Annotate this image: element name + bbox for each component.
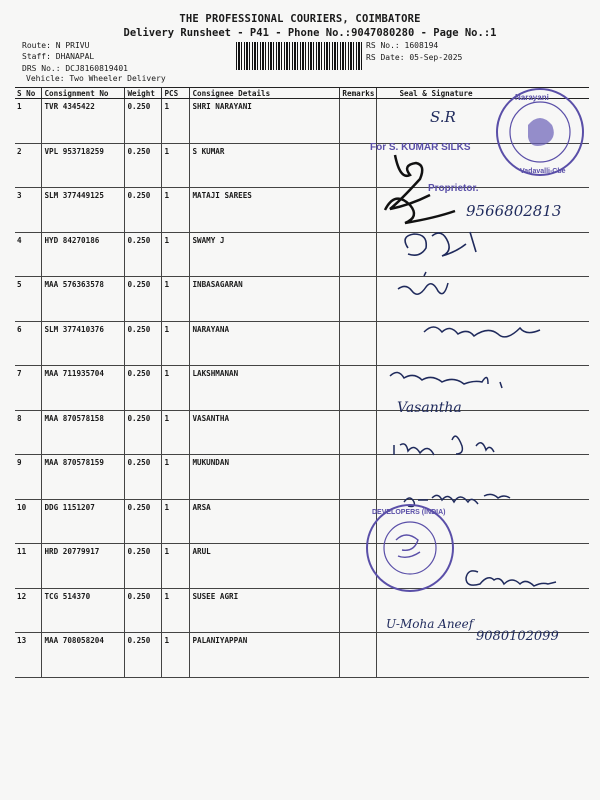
row-signature [377,232,589,277]
row-consignee: MUKUNDAN [190,455,340,500]
row-weight: 0.250 [125,188,162,233]
table-row [15,410,589,455]
row-weight: 0.250 [125,366,162,411]
row-sno: 3 [15,188,42,233]
row-remarks [340,366,377,411]
row-pcs: 1 [162,633,190,678]
row-sno: 11 [15,544,42,589]
company-title: THE PROFESSIONAL COURIERS, COIMBATORE [179,13,421,25]
row-remarks [340,143,377,188]
row-pcs: 1 [162,366,190,411]
row-pcs: 1 [162,410,190,455]
row-consignment-no: HYD 84270186 [42,232,125,277]
row-remarks [340,321,377,366]
row-remarks [340,277,377,322]
table-row [15,588,589,633]
row-pcs: 1 [162,99,190,144]
vehicle-info: Vehicle: Two Wheeler Delivery [26,74,166,83]
signature-3-phone: 9566802813 [466,202,562,220]
round-stamp-2-text: DEVELOPERS (INDIA) [372,509,446,516]
row-weight: 0.250 [125,410,162,455]
table-row [15,366,589,411]
row-consignee: S KUMAR [190,143,340,188]
row-sno: 1 [15,99,42,144]
route-info: Route: N PRIVU [22,41,90,50]
row-remarks [340,410,377,455]
signature-13-name: U-Moha Aneef [386,617,474,631]
row-signature [377,410,589,455]
row-sno: 4 [15,232,42,277]
row-consignment-no: SLM 377449125 [42,188,125,233]
row-signature [377,455,589,500]
row-signature [377,588,589,633]
row-pcs: 1 [162,588,190,633]
row-consignment-no: MAA 708058204 [42,633,125,678]
row-weight: 0.250 [125,143,162,188]
col-pcs: PCS [162,88,190,99]
col-weight: Weight [125,88,162,99]
row-pcs: 1 [162,321,190,366]
table-row [15,455,589,500]
table-row [15,499,589,544]
barcode-icon [236,42,362,70]
row-consignee: SWAMY J [190,232,340,277]
row-consignment-no: TVR 4345422 [42,99,125,144]
table-header-row [15,88,589,99]
table-row [15,143,589,188]
row-consignee: LAKSHMANAN [190,366,340,411]
runsheet-subtitle: Delivery Runsheet - P41 - Phone No.:9047080280 - Page No.:1 [123,27,497,39]
row-weight: 0.250 [125,544,162,589]
row-signature [377,188,589,233]
col-signature: Seal & Signature [377,88,589,99]
row-sno: 6 [15,321,42,366]
row-sno: 10 [15,499,42,544]
row-consignee: SHRI NARAYANI [190,99,340,144]
row-signature [377,366,589,411]
stamp-kumar-silks: For S. KUMAR SILKS [370,142,471,153]
row-pcs: 1 [162,277,190,322]
table-row [15,232,589,277]
round-stamp-1-top: Narayani [515,93,549,102]
table-row [15,544,589,589]
stamp-proprietor: Proprietor. [428,183,479,194]
row-pcs: 1 [162,499,190,544]
row-consignee: NARAYANA [190,321,340,366]
row-remarks [340,499,377,544]
row-weight: 0.250 [125,633,162,678]
runsheet-table [15,87,589,678]
row-consignee: ARSA [190,499,340,544]
round-stamp-1-bottom: Vadavalli-Cbe [520,168,566,175]
row-pcs: 1 [162,143,190,188]
row-signature [377,544,589,589]
table-row [15,633,589,678]
col-sno: S No [15,88,42,99]
signature-13-phone: 9080102099 [476,629,559,644]
row-consignee: INBASAGARAN [190,277,340,322]
row-pcs: 1 [162,455,190,500]
row-remarks [340,232,377,277]
row-remarks [340,588,377,633]
row-consignment-no: TCG 514370 [42,588,125,633]
row-weight: 0.250 [125,455,162,500]
row-consignee: ARUL [190,544,340,589]
row-remarks [340,188,377,233]
drs-number: DRS No.: DCJ8160819401 [22,64,128,73]
row-weight: 0.250 [125,588,162,633]
rs-number: RS No.: 1608194 [366,41,439,50]
row-weight: 0.250 [125,99,162,144]
table-row [15,99,589,144]
row-sno: 13 [15,633,42,678]
table-row [15,188,589,233]
row-consignee: SUSEE AGRI [190,588,340,633]
row-consignment-no: MAA 711935704 [42,366,125,411]
row-pcs: 1 [162,188,190,233]
row-consignee: PALANIYAPPAN [190,633,340,678]
row-signature [377,499,589,544]
staff-info: Staff: DHANAPAL [22,52,95,61]
row-remarks [340,99,377,144]
row-sno: 5 [15,277,42,322]
row-signature [377,99,589,144]
row-consignee: MATAJI SAREES [190,188,340,233]
row-signature [377,633,589,678]
row-sno: 8 [15,410,42,455]
row-consignment-no: MAA 870578158 [42,410,125,455]
row-pcs: 1 [162,544,190,589]
row-sno: 12 [15,588,42,633]
row-consignment-no: VPL 953718259 [42,143,125,188]
row-sno: 2 [15,143,42,188]
col-remarks: Remarks [340,88,377,99]
row-consignee: VASANTHA [190,410,340,455]
signature-1: S.R [430,108,456,126]
row-consignment-no: MAA 870578159 [42,455,125,500]
row-pcs: 1 [162,232,190,277]
signature-8: Vasantha [397,400,462,416]
rs-date: RS Date: 05-Sep-2025 [366,53,463,62]
col-consignee: Consignee Details [190,88,340,99]
row-signature [377,321,589,366]
table-row [15,277,589,322]
row-signature [377,143,589,188]
row-signature [377,277,589,322]
row-weight: 0.250 [125,232,162,277]
row-consignment-no: MAA 576363578 [42,277,125,322]
row-consignment-no: SLM 377410376 [42,321,125,366]
table-row [15,321,589,366]
row-consignment-no: HRD 20779917 [42,544,125,589]
row-weight: 0.250 [125,277,162,322]
row-consignment-no: DDG 1151207 [42,499,125,544]
row-weight: 0.250 [125,321,162,366]
row-sno: 9 [15,455,42,500]
row-remarks [340,633,377,678]
row-remarks [340,455,377,500]
row-weight: 0.250 [125,499,162,544]
row-remarks [340,544,377,589]
col-consignment: Consignment No [42,88,125,99]
row-sno: 7 [15,366,42,411]
